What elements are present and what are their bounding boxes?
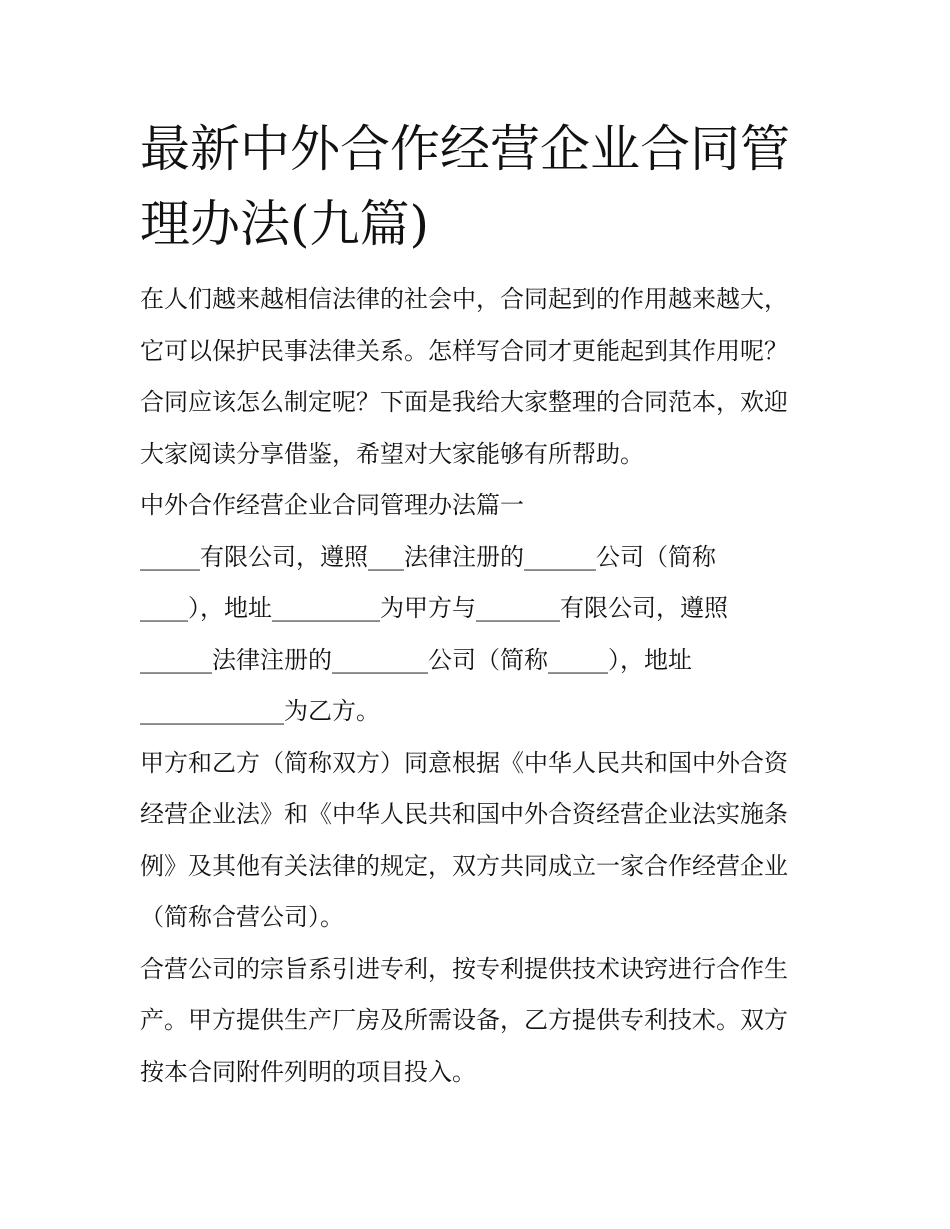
text-line: （简称合营公司）。 — [140, 903, 344, 931]
text-line: 合同应该怎么制定呢？下面是我给大家整理的合同范本，欢迎 — [140, 388, 788, 416]
intro-paragraph — [140, 274, 820, 480]
purpose-paragraph — [140, 944, 820, 1099]
text-line: 例》及其他有关法律的规定，双方共同成立一家合作经营企业 — [140, 851, 788, 880]
text-line: ______法律注册的________公司（简称_____），地址 — [140, 645, 692, 674]
text-line: 中外合作经营企业合同管理办法篇一 — [140, 491, 524, 519]
text-line: 大家阅读分享借鉴，希望对大家能够有所帮助。 — [140, 439, 644, 468]
document-title — [140, 112, 820, 262]
title-line: 理办法(九篇) — [140, 195, 430, 253]
agreement-paragraph — [140, 738, 820, 944]
text-line: 经营企业法》和《中华人民共和国中外合资经营企业法实施条 — [140, 800, 788, 828]
text-line: 产。甲方提供生产厂房及所需设备，乙方提供专利技术。双方 — [140, 1006, 788, 1034]
section-heading — [140, 480, 820, 532]
text-line: 按本合同附件列明的项目投入。 — [140, 1057, 476, 1086]
parties-paragraph — [140, 532, 820, 738]
text-line: 甲方和乙方（简称双方）同意根据《中华人民共和国中外合资 — [140, 748, 788, 777]
text-line: 合营公司的宗旨系引进专利，按专利提供技术诀窍进行合作生 — [140, 954, 788, 983]
text-line: 在人们越来越相信法律的社会中，合同起到的作用越来越大， — [140, 285, 788, 313]
document-body — [140, 274, 820, 1098]
text-line: _____有限公司，遵照___法律注册的______公司（简称 — [140, 542, 716, 571]
title-line: 最新中外合作经营企业合同管 — [140, 120, 790, 178]
text-line: ____），地址_________为甲方与_______有限公司，遵照 — [140, 594, 728, 622]
text-line: 它可以保护民事法律关系。怎样写合同才更能起到其作用呢？ — [140, 336, 788, 365]
text-line: ____________为乙方。 — [140, 697, 380, 725]
